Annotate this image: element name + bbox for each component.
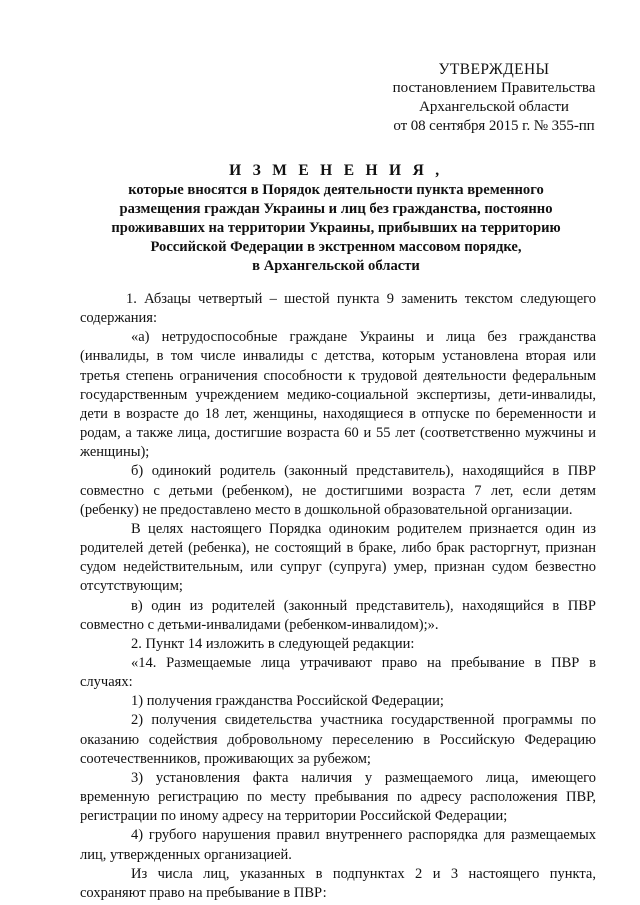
paragraph: Из числа лиц, указанных в подпунктах 2 и 3 настоящего пункта, сохраняют право на пребывание в ПВР:: [80, 865, 596, 901]
title-heading: И З М Е Н Е Н И Я ,: [229, 162, 443, 179]
paragraph: в) один из родителей (законный представитель), находящийся в ПВР совместно с детьми-инвалидами (ребенком-инвалидом);».: [80, 597, 596, 633]
title-line: в Архангельской области: [252, 258, 420, 274]
title-line: проживавших на территории Украины, прибывших на территорию: [111, 220, 561, 236]
paragraph: 1. Абзацы четвертый – шестой пункта 9 заменить текстом следующего содержания:: [80, 291, 596, 327]
paragraph: «14. Размещаемые лица утрачивают право на пребывание в ПВР в случаях:: [80, 654, 596, 691]
approval-stamp: [378, 60, 610, 136]
approved-label: УТВЕРЖДЕНЫ: [438, 61, 550, 78]
paragraph: 4) грубого нарушения правил внутреннего распорядка для размещаемых лиц, утвержденных организацией.: [80, 827, 596, 863]
title-line: которые вносятся в Порядок деятельности пункта временного: [128, 182, 544, 198]
paragraph: 1) получения гражданства Российской Федерации;: [131, 693, 444, 710]
paragraph: «а) нетрудоспособные граждане Украины и лица без гражданства (инвалиды, в том числе инвалиды с детства, которым установлена вторая или третья степень ограничения способности к трудовой деятельности федеральным государственным учреждением медико-социальной экспертизы, дети-инвалиды, дети в возрасте до 18 лет, женщины, находящиеся в отпуске по беременности и родам, а также лица, достигшие возраста 60 и 55 лет (соответственно мужчины и женщины);: [80, 329, 596, 461]
paragraph: 2. Пункт 14 изложить в следующей редакции:: [131, 635, 415, 652]
paragraph: б) одинокий родитель (законный представитель), находящийся в ПВР совместно с детьми (ребенком), не достигшими возраста 7 лет, если детям (ребенку) не предоставлено место в дошкольной образовательной организации.: [80, 463, 596, 518]
document-body: [80, 290, 596, 903]
paragraph: В целях настоящего Порядка одиноким родителем признается один из родителей детей (ребенка), не состоящий в браке, либо брак расторгнут, признан судом недействительным, или супруг (супруга) умер, признан судом безвестно отсутствующим;: [80, 520, 596, 595]
paragraph: 3) установления факта наличия у размещаемого лица, имеющего временную регистрацию по месту пребывания по адресу расположения ПВР, регистрации по иному адресу на территории Российской Федерации;: [80, 769, 596, 825]
title-line: размещения граждан Украины и лиц без гражданства, постоянно: [119, 201, 553, 217]
paragraph: 2) получения свидетельства участника государственной программы по оказанию содействия добровольному переселению в Российскую Федерацию соотечественников, проживающих за рубежом;: [80, 712, 596, 767]
decree-date-number: от 08 сентября 2015 г. № 355-пп: [393, 118, 595, 134]
title-line: Российской Федерации в экстренном массовом порядке,: [150, 239, 522, 255]
region-line: Архангельской области: [419, 99, 569, 115]
document-title: [76, 161, 596, 276]
decree-line: постановлением Правительства: [392, 80, 596, 96]
